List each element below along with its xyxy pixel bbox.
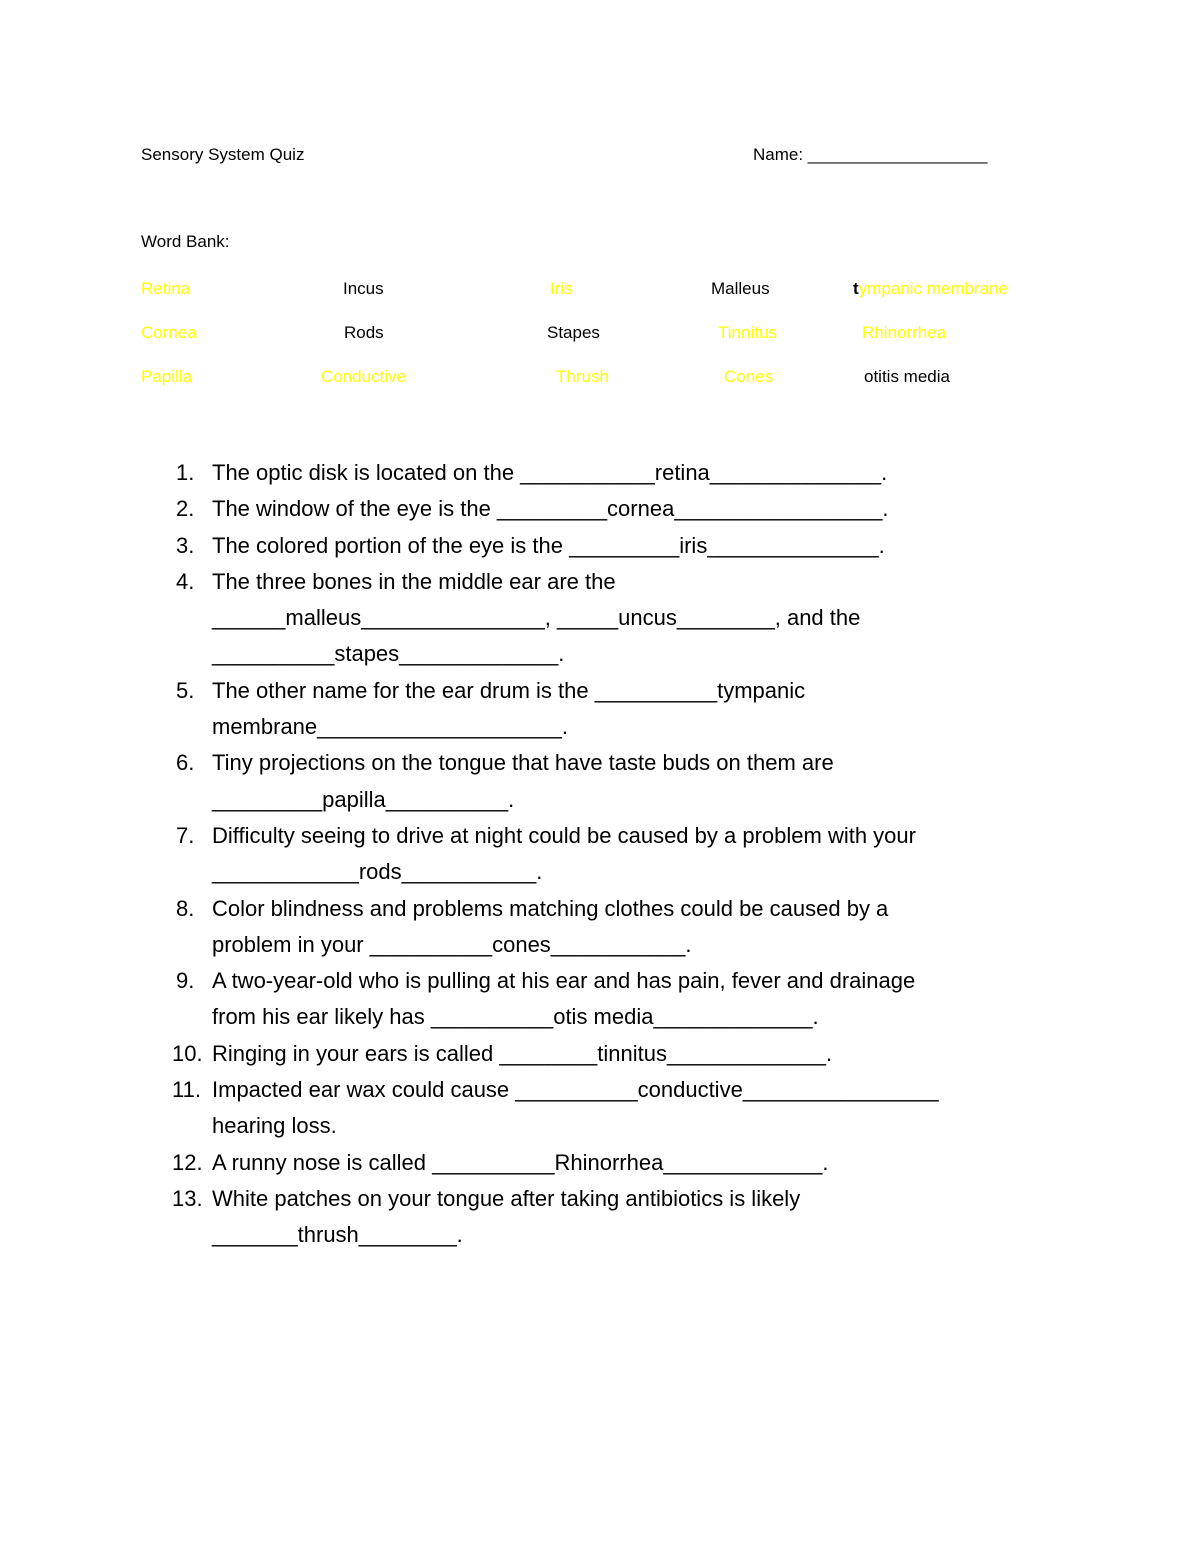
question-item <box>176 818 1056 891</box>
name-field: Name: ___________________ <box>753 145 988 164</box>
question-number: 3. <box>176 532 195 558</box>
question-text: The three bones in the middle ear are the <box>212 568 616 594</box>
question-number: 12. <box>172 1149 203 1175</box>
question-text: ______malleus_______________, _____uncus________, and the <box>212 605 861 631</box>
word-bank-item: Retina <box>141 279 191 298</box>
question-number: 6. <box>176 750 195 776</box>
word-bank-item: Cones <box>724 367 774 386</box>
question-text: The other name for the ear drum is the __________tympanic <box>212 677 806 703</box>
word-bank-item: Rhinorrhea <box>862 323 947 342</box>
word-bank-item: Rods <box>344 323 384 342</box>
word-bank-item: Papilla <box>141 367 193 386</box>
word-bank-item: Conductive <box>321 367 407 386</box>
question-text: membrane____________________. <box>212 714 568 740</box>
word-bank-item <box>853 279 1008 299</box>
question-number: 9. <box>176 968 195 994</box>
question-list <box>172 455 1056 1254</box>
word-bank-item: Tinnitus <box>718 323 777 342</box>
word-bank-item: Malleus <box>711 279 770 298</box>
question-number: 11. <box>172 1077 201 1103</box>
question-number: 8. <box>176 895 195 921</box>
question-item <box>172 1036 1056 1072</box>
question-number: 13. <box>172 1185 203 1211</box>
question-item <box>176 491 1056 527</box>
question-text: Tiny projections on the tongue that have taste buds on them are <box>212 750 834 776</box>
question-text: The optic disk is located on the ___________retina______________. <box>212 460 888 485</box>
question-item <box>172 1072 1056 1145</box>
question-item <box>176 891 1056 964</box>
question-item <box>176 963 1056 1036</box>
question-text: The colored portion of the eye is the _________iris______________. <box>212 532 885 558</box>
question-number: 4. <box>176 568 195 594</box>
question-item <box>176 564 1056 673</box>
question-item <box>176 455 1056 491</box>
word-bank-item: Incus <box>343 279 384 298</box>
question-text: from his ear likely has __________otis media_____________. <box>212 1004 819 1030</box>
question-item <box>172 1145 1056 1181</box>
word-bank-item: Thrush <box>556 367 609 386</box>
word-bank-item-rest: ympanic membrane <box>858 279 1008 298</box>
question-text: _______thrush________. <box>212 1222 463 1248</box>
question-text: ____________rods___________. <box>212 859 543 885</box>
question-number: 1. <box>176 460 195 485</box>
word-bank-label: Word Bank: <box>141 232 230 251</box>
question-item <box>176 673 1056 746</box>
question-text: The window of the eye is the _________cornea_________________. <box>212 496 889 522</box>
word-bank-item-prefix: t <box>853 279 859 298</box>
quiz-title: Sensory System Quiz <box>141 145 305 164</box>
question-number: 5. <box>176 677 195 703</box>
question-text: Ringing in your ears is called ________tinnitus_____________. <box>212 1040 833 1066</box>
question-number: 2. <box>176 496 195 522</box>
word-bank-item: Stapes <box>547 323 600 342</box>
question-text: White patches on your tongue after taking antibiotics is likely <box>212 1185 801 1211</box>
question-text: Color blindness and problems matching clothes could be caused by a <box>212 895 889 921</box>
question-text: Difficulty seeing to drive at night could be caused by a problem with your <box>212 822 916 848</box>
question-text: _________papilla__________. <box>212 786 515 812</box>
question-text: __________stapes_____________. <box>212 641 565 667</box>
word-bank-item: otitis media <box>864 367 950 386</box>
question-number: 10. <box>172 1040 203 1066</box>
question-text: A runny nose is called __________Rhinorrhea_____________. <box>212 1149 829 1175</box>
word-bank-item: Cornea <box>141 323 197 342</box>
question-item <box>176 528 1056 564</box>
question-text: hearing loss. <box>212 1113 337 1139</box>
question-text: Impacted ear wax could cause __________conductive________________ <box>212 1077 939 1103</box>
question-item <box>176 745 1056 818</box>
word-bank-item: Iris <box>550 279 573 298</box>
question-number: 7. <box>176 822 195 848</box>
question-item <box>172 1181 1056 1254</box>
question-text: problem in your __________cones___________. <box>212 931 692 957</box>
question-text: A two-year-old who is pulling at his ear and has pain, fever and drainage <box>212 968 916 994</box>
